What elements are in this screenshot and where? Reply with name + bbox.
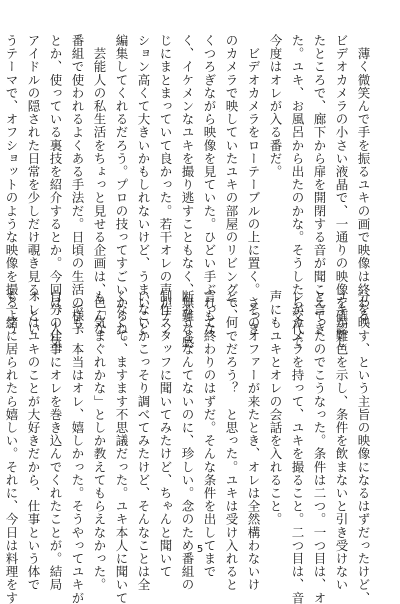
text-line: 断ろうとなんてないのに、珍しい。念のため番組の [180, 290, 195, 592]
text-line: オレはユキのことが大好きだから、仕事という体で [26, 290, 41, 592]
text-line: 芸能人の私生活をちょっと見せる企画は、色んな [92, 34, 107, 336]
text-line: 番組で使われるよくある手法だ。日頃の生活の様子 [70, 34, 85, 336]
text-line: いないかこっそり調べてみたけど、そんなことは全 [136, 290, 151, 592]
text-line: 分を映す、という主旨の映像になるはずだったけど、 [356, 290, 371, 604]
text-line: ビデオカメラをローテーブルの上に置く。さっき [246, 34, 261, 336]
text-line: ユキが難色を示し、条件を飲まないと引き受けない [334, 290, 349, 592]
text-line: たところで、廊下から扉を開閉する音が聞こえてき [312, 34, 327, 336]
text-line: のカメラで映していたユキの部屋のリビングで、 [224, 34, 239, 323]
text-line: も一緒に居られたら嬉しい。それに、今日は料理をす [4, 290, 19, 604]
lower-text-block [4, 290, 374, 604]
text-line: ビデオカメラの小さい液晶で、一通りの映像を確認し [334, 34, 349, 349]
text-line: と言ったのでこうなった。条件は二つ。一つ目は、オ [312, 290, 327, 604]
text-line: た。ユキ、お風呂から出たのかな。そうしたら交代で [290, 34, 305, 349]
text-line: そのオファーが来たとき、オレは全然構わないけ [246, 290, 261, 592]
text-line: とか、使っている裏技を紹介するとか。今回は、人気 [48, 34, 63, 349]
text-line: 制作スタッフに聞いてみたけど、ちゃんと聞いて [158, 290, 173, 579]
text-line: 自分の仕事にオレを巻き込んでくれたことが。結局 [48, 290, 63, 592]
text-line: うテーマで、オフショットのような映像を撮るよう [4, 34, 19, 336]
text-line: 編集してくれるだろう。プロの技ってすごいからね。 [114, 34, 129, 349]
text-line: も「気まぐれかな」としか教えてもらえなかった。 [92, 290, 107, 592]
text-line: 今度はオレが入る番だ。 [268, 34, 283, 179]
text-line: くなくて、ますます不思議だった。ユキ本人に聞いて [114, 290, 129, 604]
text-line: ション高くて大きいかもしれないけど、うまいこと [136, 34, 151, 336]
text-line: 言って終わりのはずだ。そんな条件を出してまで [202, 290, 217, 579]
text-line: レがカメラを持って、ユキを撮ること。二つ目は、音 [290, 290, 305, 604]
text-line: アイドルの隠された日常を少しだけ覗き見る、とい [26, 34, 41, 336]
text-line: でも、本当はオレ、嬉しかった。そうやってユキが [70, 290, 85, 604]
upper-text-block [4, 34, 374, 349]
text-line: 薄く微笑んで手を振るユキの画で映像は終わる。 [356, 34, 371, 336]
text-line: ど、何でだろう？ と思った。ユキは受け入れると [224, 290, 239, 592]
text-line: じにまとまっていて良かった。若干オレの声がテン [158, 34, 173, 336]
text-line: くつろぎながら映像を見ていた。ひどい手ぶれもな [202, 34, 217, 336]
text-line: く、イケメンなユキを撮り逃すこともなく、無難な感 [180, 34, 195, 349]
text-line: 声にもユキとオレの会話を入れること。 [268, 290, 283, 526]
page-number: 5 [196, 544, 204, 555]
